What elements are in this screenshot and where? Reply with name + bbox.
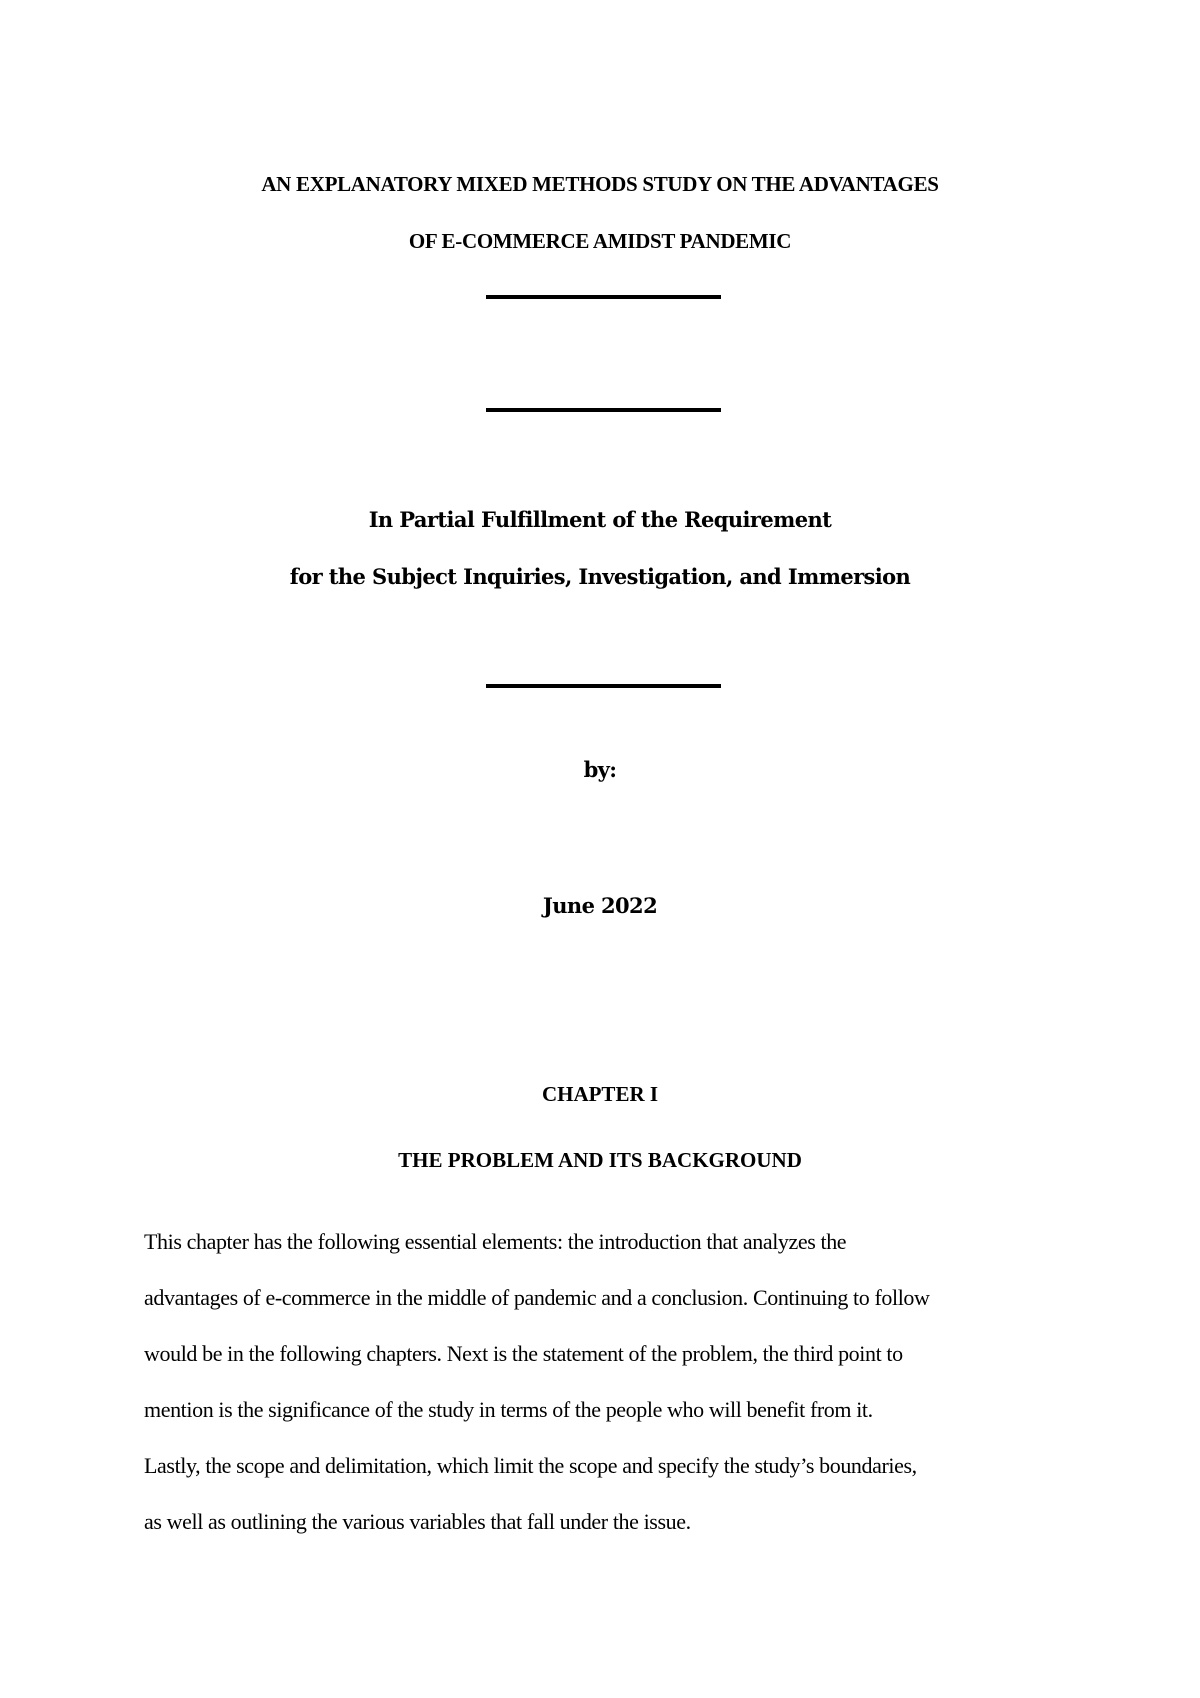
fulfillment-line-1: In Partial Fulfillment of the Requirement <box>368 507 832 532</box>
intro-paragraph <box>144 1214 1064 1550</box>
paragraph-line: Lastly, the scope and delimitation, which limit the scope and specify the study’s boundaries, <box>144 1453 917 1478</box>
paragraph-line: This chapter has the following essential elements: the introduction that analyzes the <box>144 1229 847 1254</box>
fulfillment-line-2: for the Subject Inquiries, Investigation, and Immersion <box>289 564 911 589</box>
separator-rule <box>486 684 721 688</box>
paragraph-line: would be in the following chapters. Next is the statement of the problem, the third point to <box>144 1341 903 1366</box>
by-label: by: <box>583 757 617 782</box>
date: June 2022 <box>542 893 658 918</box>
title-line-2: OF E-COMMERCE AMIDST PANDEMIC <box>408 229 792 253</box>
title-line-1: AN EXPLANATORY MIXED METHODS STUDY ON THE ADVANTAGES <box>261 172 939 196</box>
chapter-title: THE PROBLEM AND ITS BACKGROUND <box>398 1148 802 1172</box>
separator-rule <box>486 408 721 412</box>
paragraph-line: as well as outlining the various variables that fall under the issue. <box>144 1509 691 1534</box>
separator-rule <box>486 295 721 299</box>
paragraph-line: advantages of e-commerce in the middle of pandemic and a conclusion. Continuing to follow <box>144 1285 930 1310</box>
paragraph-line: mention is the significance of the study in terms of the people who will benefit from it. <box>144 1397 873 1422</box>
chapter-number: CHAPTER I <box>541 1082 659 1106</box>
